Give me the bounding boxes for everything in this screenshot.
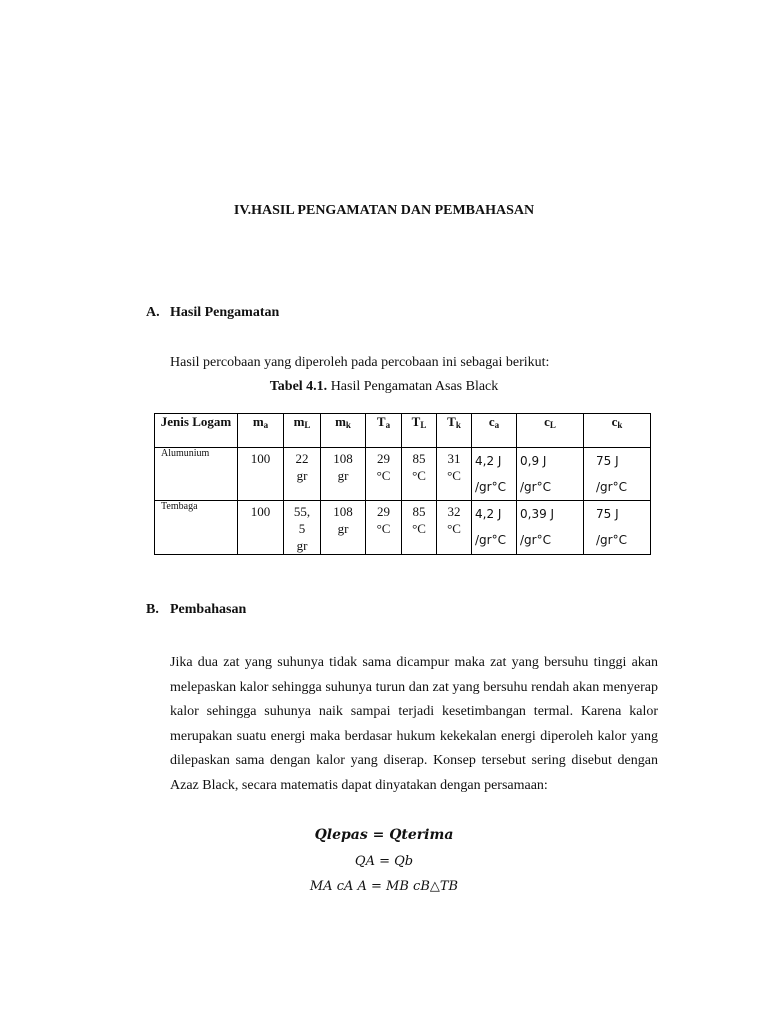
cell-ml: 22 gr: [284, 448, 321, 501]
cell-mk: 108 gr: [321, 501, 366, 555]
cell-ca: 4,2 J /gr°C: [472, 448, 517, 501]
header-mk: $m_k$: [321, 414, 366, 448]
section-a-title: Hasil Pengamatan: [170, 305, 280, 320]
cell-ml: 55, 5 gr: [284, 501, 321, 555]
table-header-row: [155, 414, 651, 448]
cell-metal: Tembaga: [155, 501, 238, 555]
cell-cl: 0,39 J /gr°C: [517, 501, 584, 555]
section-a-letter: A.: [146, 305, 160, 320]
header-ta: $T_a$: [366, 414, 402, 448]
header-ca: $c_a$: [472, 414, 517, 448]
cell-ta: 29 °C: [366, 448, 402, 501]
cell-mk: 108 gr: [321, 448, 366, 501]
header-tk: $T_k$: [437, 414, 472, 448]
table-caption-text: Hasil Pengamatan Asas Black: [327, 379, 499, 394]
header-ck: $c_k$: [584, 414, 651, 448]
cell-cl: 0,9 J /gr°C: [517, 448, 584, 501]
section-b-letter: B.: [146, 602, 159, 617]
cell-ma: 100: [238, 501, 284, 555]
header-ml: $m_L$: [284, 414, 321, 448]
table-row: [155, 448, 651, 501]
cell-ma: 100: [238, 448, 284, 501]
header-tl: $T_L$: [402, 414, 437, 448]
chapter-title: IV.HASIL PENGAMATAN DAN PEMBAHASAN: [233, 203, 535, 218]
equation-heat-balance: Qlepas = Qterima: [314, 827, 454, 843]
cell-metal: Alumunium: [155, 448, 238, 501]
table-caption-label: Tabel 4.1.: [269, 379, 328, 394]
section-b-heading: [146, 602, 246, 618]
table-caption: [0, 379, 768, 395]
cell-tk: 31 °C: [437, 448, 472, 501]
equation-m-c-dt: MA cA A = MB cB△TB: [309, 879, 459, 894]
header-jenis-logam: Jenis Logam: [155, 414, 238, 448]
cell-tl: 85 °C: [402, 448, 437, 501]
section-a-heading: [146, 305, 279, 321]
cell-tl: 85 °C: [402, 501, 437, 555]
header-cl: $c_L$: [517, 414, 584, 448]
cell-ck: 75 J /gr°C: [584, 448, 651, 501]
header-ma: $m_a$: [238, 414, 284, 448]
cell-ck: 75 J /gr°C: [584, 501, 651, 555]
section-b-title: Pembahasan: [170, 602, 247, 617]
cell-tk: 32 °C: [437, 501, 472, 555]
cell-ta: 29 °C: [366, 501, 402, 555]
results-table: [154, 413, 651, 555]
equation-q: QA = Qb: [354, 854, 414, 869]
intro-text: Hasil percobaan yang diperoleh pada percobaan ini sebagai berikut:: [170, 355, 550, 370]
body-paragraph: Jika dua zat yang suhunya tidak sama dicampur maka zat yang bersuhu tinggi akan melepaskan kalor sehingga suhunya turun dan zat yang bersuhu rendah akan menyerap kalor sehingga suhunya naik sampai terjadi kesetimbangan termal. Karena kalor merupakan suatu energi maka berdasar hukum kekekalan energi diperoleh kalor yang dilepaskan sama dengan kalor yang diserap. Konsep tersebut sering disebut dengan Azaz Black, secara matematis dapat dinyatakan dengan persamaan:: [170, 655, 658, 793]
cell-ca: 4,2 J /gr°C: [472, 501, 517, 555]
table-row: [155, 501, 651, 555]
